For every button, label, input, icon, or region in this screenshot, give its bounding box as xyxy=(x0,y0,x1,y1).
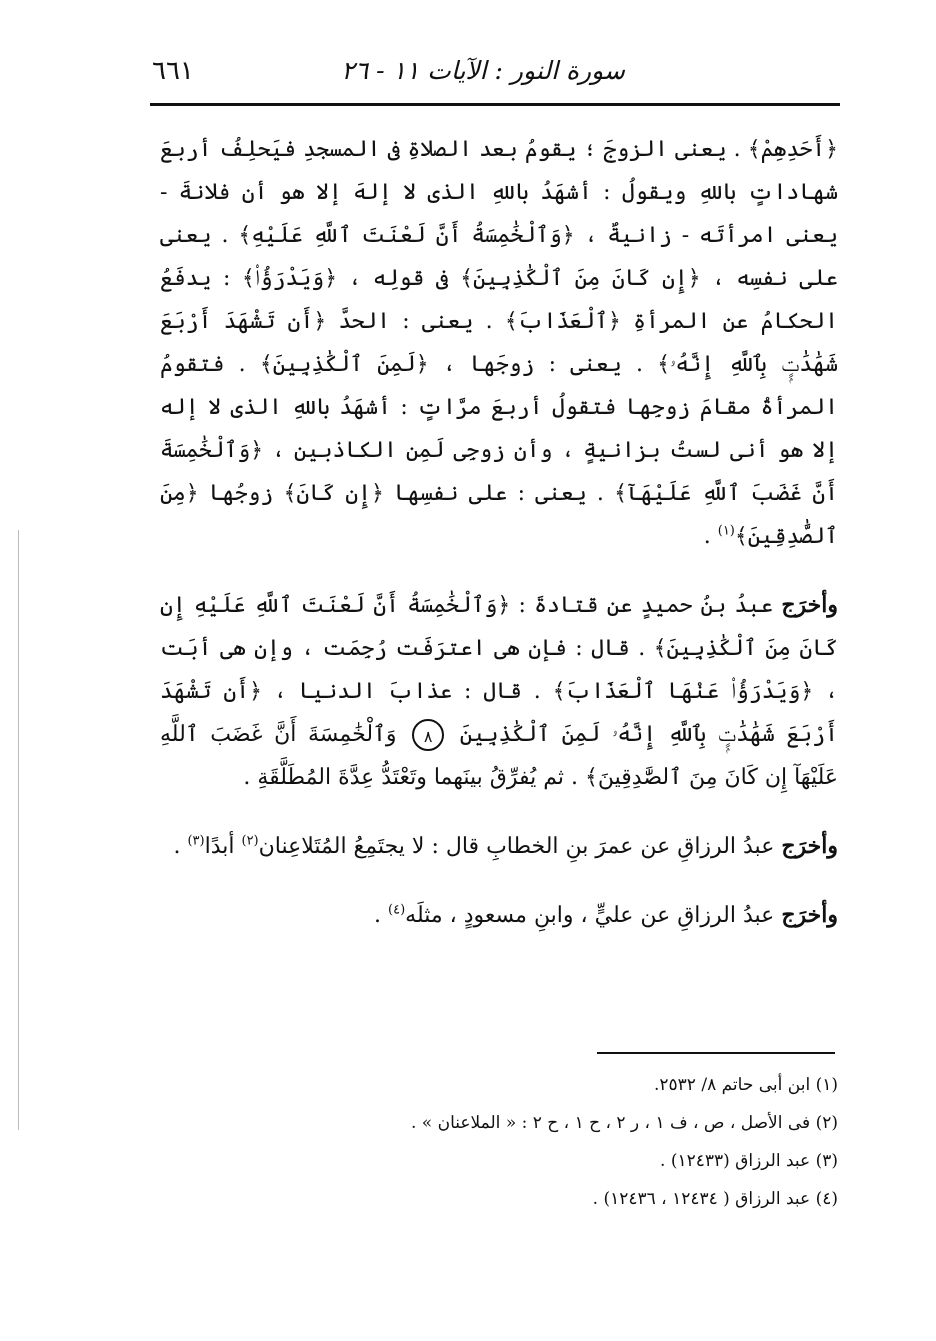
page-number: ٦٦١ xyxy=(152,56,194,86)
paragraph-3-text-cont: أبدًا xyxy=(204,834,242,859)
paragraph-4-lead: وأخرَج xyxy=(781,902,838,928)
footnote-2: (٢) فى الأصل ، ص ، ف ١ ، ر ٢ ، ح ١ ، ح ٢ : « الملاعنان » . xyxy=(410,1113,838,1133)
footnotes xyxy=(300,1066,838,1218)
footnote-ref-4: (٤) xyxy=(388,902,406,918)
verse-number-marker: ٨ xyxy=(412,719,444,751)
paragraph-1-end: . xyxy=(703,524,718,549)
paragraph-2 xyxy=(160,584,838,799)
paragraph-3-end: . xyxy=(173,834,188,859)
paragraph-2-text: عبدُ بنُ حميدٍ عن قتادةَ : ﴿وَٱلْخَٰمِسَةُ أَنَّ لَعْنَتَ ٱللَّهِ عَلَيْهِ إِن كَانَ مِنَ ٱلْكَٰذِبِينَ﴾ . قال : فإن هى اعترَفَت رُجِمَت ، وإن هى أبَت ، ﴿وَيَدْرَؤُا۟ عَنْهَا ٱلْعَذَابَ﴾ . قال : عذابَ الدنيا ، ﴿أَن تَشْهَدَ أَرْبَعَ شَهَٰدَٰتٍۭ بِٱللَّهِ إِنَّهُۥ لَمِنَ ٱلْكَٰذِبِينَ xyxy=(160,593,838,747)
footnote-1: (١) ابن أبى حاتم ٨/ ٢٥٣٢. xyxy=(653,1075,838,1095)
footnote-ref-2: (٢) xyxy=(241,833,259,849)
paragraph-4-end: . xyxy=(374,903,389,928)
paragraph-3-text: عبدُ الرزاقِ عن عمرَ بنِ الخطابِ قال : لا يجتَمِعُ المُتَلاعِنان xyxy=(258,834,782,859)
footnote-4: (٤) عبد الرزاق ( ١٢٤٣٤ ، ١٢٤٣٦) . xyxy=(592,1189,838,1209)
paragraph-2-text-cont: وَٱلْخَٰمِسَةَ أَنَّ غَضَبَ ٱللَّهِ عَلَيْهَآ إِن كَانَ مِنَ ٱلصَّٰدِقِينَ﴾ . ثم يُفرِّقُ بينَهما وتَعْتَدُّ عِدَّةَ المُطَلَّقَةِ . xyxy=(160,722,838,790)
running-title: سورة النور : الآيات ١١ - ٢٦ xyxy=(341,56,625,85)
paragraph-1 xyxy=(160,128,838,558)
header-rule xyxy=(150,103,840,106)
page-header xyxy=(150,52,840,102)
footnote-ref-1: (١) xyxy=(717,523,735,539)
footnote-ref-3: (٣) xyxy=(187,833,205,849)
paragraph-3-lead: وأخرَج xyxy=(781,833,838,859)
paragraph-4 xyxy=(160,894,838,937)
paragraph-1-text: ﴿أَحَدِهِمْ﴾ . يعنى الزوجَ ؛ يقومُ بعد الصلاةِ فى المسجدِ فيَحلِفُ أربعَ شهاداتٍ باللهِ ويقولُ : أشهَدُ باللهِ الذى لا إلهَ إلا هو أن فلانةَ - يعنى امرأتَه - زانيةٌ ، ﴿وَٱلْخَٰمِسَةُ أَنَّ لَعْنَتَ ٱللَّهِ عَلَيْهِ﴾ . يعنى على نفسِه ، ﴿إِن كَانَ مِنَ ٱلْكَٰذِبِينَ﴾ فى قولِه ، ﴿وَيَدْرَؤُا۟﴾ : يدفَعُ الحكامُ عن المرأةِ ﴿ٱلْعَذَابَ﴾ . يعنى : الحدَّ ﴿أَن تَشْهَدَ أَرْبَعَ شَهَٰدَٰتٍۭ بِٱللَّهِ إِنَّهُۥ﴾ . يعنى : زوجَها ، ﴿لَمِنَ ٱلْكَٰذِبِينَ﴾ . فتقومُ المرأةُ مقامَ زوجِها فتقولُ أربعَ مرَّاتٍ : أشهَدُ باللهِ الذى لا إله إلا هو أنى لستُ بزانيةٍ ، وأن زوجِى لَمِن الكاذبين ، ﴿وَٱلْخَٰمِسَةَ أَنَّ غَضَبَ ٱللَّهِ عَلَيْهَآ﴾ . يعنى : على نفسِها ﴿إِن كَانَ﴾ زوجُها ﴿مِنَ ٱلصَّٰدِقِينَ﴾ xyxy=(160,137,838,549)
footnote-3: (٣) عبد الرزاق (١٢٤٣٣) . xyxy=(660,1151,838,1171)
paragraph-3 xyxy=(160,825,838,868)
paragraph-2-lead: وأخرَج xyxy=(781,592,838,618)
paragraph-4-text: عبدُ الرزاقِ عن عليٍّ ، وابنِ مسعودٍ ، مثلَه xyxy=(405,903,782,928)
main-text xyxy=(160,128,838,963)
scan-margin-line xyxy=(18,530,19,1130)
footnote-rule xyxy=(597,1052,835,1054)
